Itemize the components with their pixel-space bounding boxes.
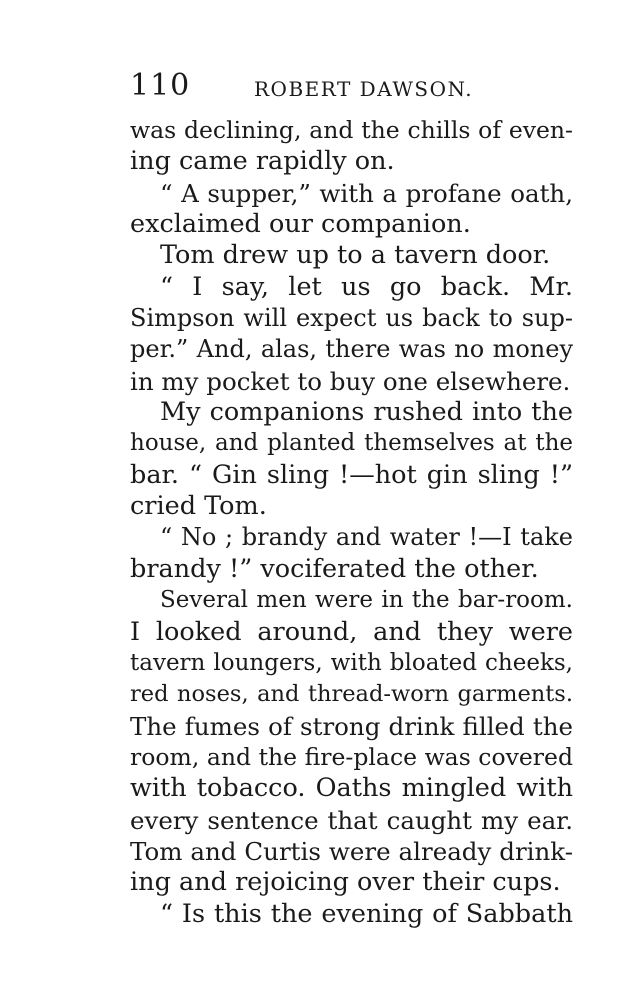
text-line: My companions rushed into the <box>160 397 573 428</box>
text-line: house, and planted themselves at the <box>130 430 573 457</box>
text-line: cried Tom. <box>130 491 267 522</box>
text-line: “ A supper,” with a profane oath, <box>160 178 573 208</box>
text-line: bar. “ Gin sling !—hot gin sling !” <box>130 459 573 490</box>
text-line: every sentence that caught my ear. <box>130 805 573 835</box>
text-line: “ I say, let us go back. Mr. <box>160 271 573 302</box>
running-head <box>130 68 573 108</box>
text-line: per.” And, alas, there was no money <box>130 335 573 364</box>
running-title: ROBERT DAWSON. <box>254 77 474 101</box>
text-line: exclaimed our companion. <box>130 209 471 240</box>
text-line: Tom drew up to a tavern door. <box>160 240 551 271</box>
text-line: ing came rapidly on. <box>130 146 395 177</box>
text-line: The fumes of strong drink filled the <box>130 711 573 741</box>
text-line: brandy !” vociferated the other. <box>130 553 539 584</box>
body-text <box>130 115 573 930</box>
text-line: was declining, and the chills of even- <box>130 116 573 144</box>
text-line: Several men were in the bar-room. <box>160 587 573 614</box>
text-line: “ Is this the evening of Sabbath <box>160 898 573 929</box>
text-line: Simpson will expect us back to sup- <box>130 304 573 333</box>
page-number: 110 <box>130 68 191 103</box>
text-line: ing and rejoicing over their cups. <box>130 867 561 898</box>
text-line: with tobacco. Oaths mingled with <box>130 773 573 804</box>
text-line: red noses, and thread-worn garments. <box>130 681 573 708</box>
text-line: I looked around, and they were <box>130 616 573 647</box>
text-line: Tom and Curtis were already drink- <box>130 836 573 866</box>
text-line: in my pocket to buy one elsewhere. <box>130 366 571 396</box>
text-line: tavern loungers, with bloated cheeks, <box>130 649 573 676</box>
text-line: “ No ; brandy and water !—I take <box>160 523 573 552</box>
text-line: room, and the fire-place was covered <box>130 742 573 771</box>
